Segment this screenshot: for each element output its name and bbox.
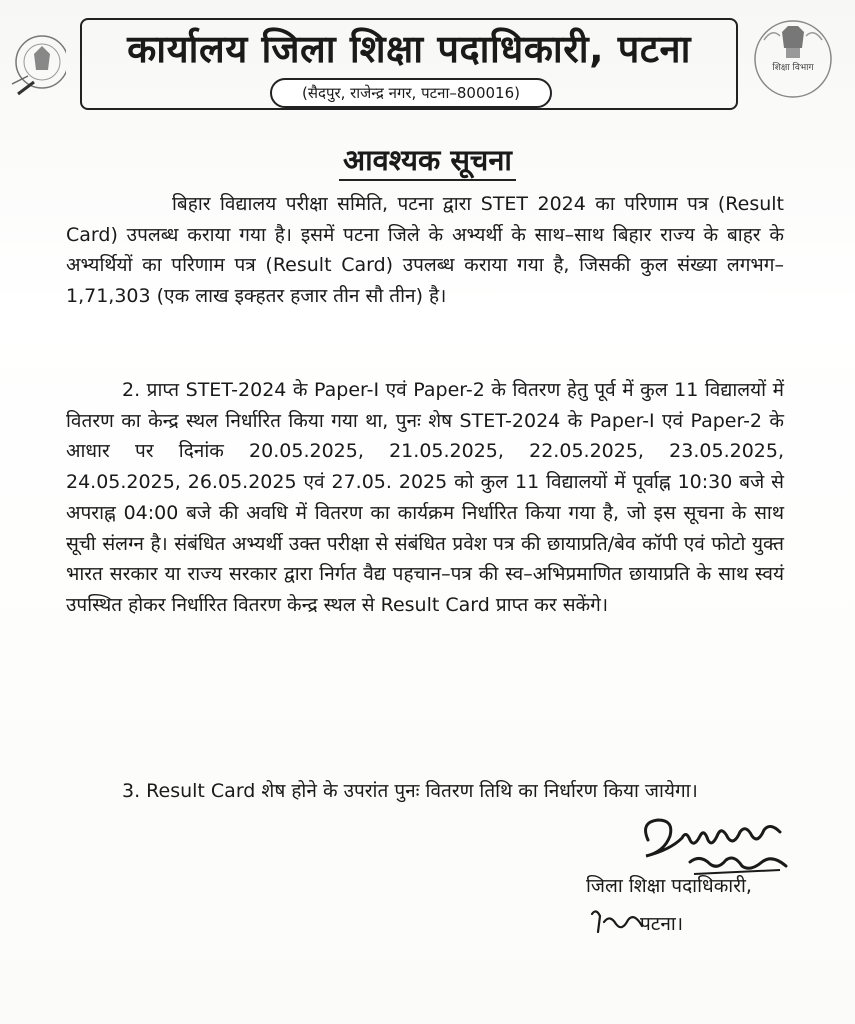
- notice-paragraph-2: [66, 375, 784, 621]
- paragraph-3-text: 3. Result Card शेष होने के उपरांत पुनः वितरण तिथि का निर्धारण किया जायेगा।: [122, 780, 698, 802]
- education-department-logo-icon: [752, 18, 834, 100]
- signatory-place: पटना।: [640, 913, 684, 935]
- paragraph-2-text: 2. प्राप्त STET-2024 के Paper-I एवं Paper-2 के वितरण हेतु पूर्व में कुल 11 विद्यालयों में वितरण का केन्द्र स्थल निर्धारित किया गया था, पुनः शेष STET-2024 के Paper-I एवं Paper-2 के आधार पर दिनांक 20.05.2025, 21.05.2025, 22.05.2025, 23.05.2025, 24.05.2025, 26.05.2025 एवं 27.05. 2025 को कुल 11 विद्यालयों में पूर्वाह्न 10:30 बजे से अपराह्न 04:00 बजे की अवधि में वितरण का कार्यक्रम निर्धारित किया गया है, जो इस सूचना के साथ सूची संलग्न है। संबंधित अभ्यर्थी उक्त परीक्षा से संबंधित प्रवेश पत्र की छायाप्रति/बेव कॉपी एवं फोटो युक्त भारत सरकार या राज्य सरकार द्वारा निर्गत वैद्य पहचान–पत्र की स्व–अभिप्रमाणित छायाप्रति के साथ स्वयं उपस्थित होकर निर्धारित वितरण केन्द्र स्थल से Result Card प्राप्त कर सकेंगे।: [66, 379, 784, 616]
- notice-heading: [0, 140, 855, 179]
- paragraph-1-text: बिहार विद्यालय परीक्षा समिति, पटना द्वारा STET 2024 का परिणाम पत्र (Result Card) उपलब्ध कराया गया है। इसमें पटना जिले के अभ्यर्थी के साथ–साथ बिहार राज्य के बाहर के अभ्यर्थियों का परिणाम पत्र (Result Card) उपलब्ध कराया गया है, जिसकी कुल संख्या लगभग–1,71,303 (एक लाख इक्हतर हजार तीन सौ तीन) है।: [66, 193, 784, 308]
- notice-heading-text: आवश्यक सूचना: [339, 143, 516, 181]
- office-address: (सैदपुर, राजेन्द्र नगर, पटना–800016): [270, 78, 552, 108]
- handwritten-reference-mark: [588, 904, 646, 938]
- notice-paragraph-1: [66, 189, 784, 312]
- emblem-left-icon: [8, 32, 66, 102]
- signatory-designation: जिला शिक्षा पदाधिकारी,: [586, 875, 752, 897]
- office-header: [80, 18, 738, 110]
- office-title: कार्यालय जिला शिक्षा पदाधिकारी, पटना: [127, 27, 691, 71]
- notice-paragraph-3: [66, 776, 784, 807]
- education-department-label: शिक्षा विभाग: [772, 63, 814, 73]
